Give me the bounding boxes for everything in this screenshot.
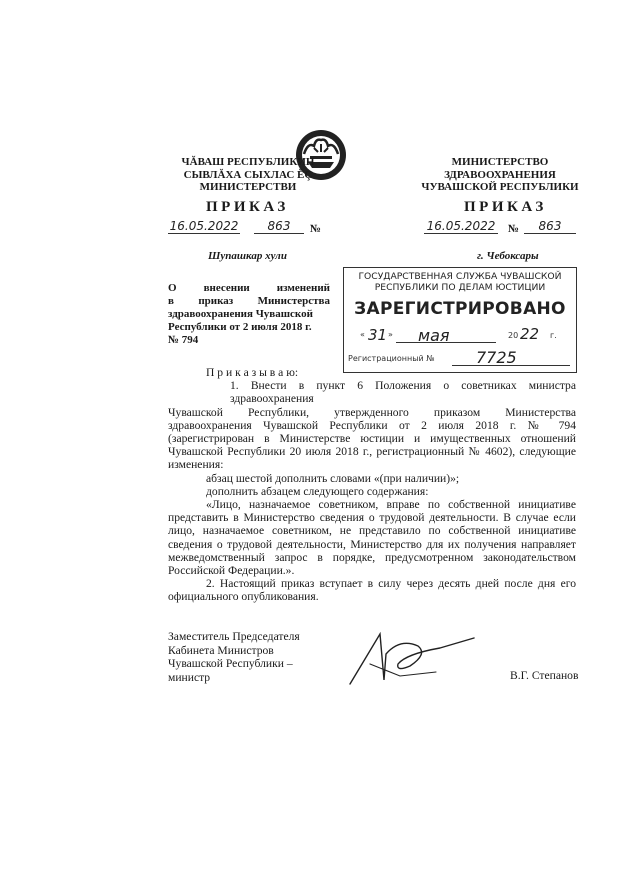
left-order-title: ПРИКАЗ <box>206 199 289 215</box>
subject-line3: здравоохранения Чувашской <box>168 308 313 320</box>
subject-line4: Республики от 2 июля 2018 г. <box>168 321 312 333</box>
p1-line: Чувашской Республики, утвержденного приказом Министерства <box>168 405 576 419</box>
order-body <box>168 366 576 604</box>
left-header <box>168 156 328 194</box>
stamp-date-row: « 31 » мая 20 22 г. <box>360 325 557 345</box>
right-order-date: 16.05.2022 <box>424 219 498 234</box>
left-order-date: 16.05.2022 <box>169 219 239 233</box>
subject-word: изменений <box>276 282 330 294</box>
stamp-reg-row <box>348 348 570 366</box>
signatory-title <box>168 630 300 684</box>
stamp-day: 31 <box>368 326 388 344</box>
p1-line: (зарегистрирован в Министерстве юстиции и имущественных отношений <box>168 432 576 446</box>
p3-line: дополнить абзацем следующего содержания: <box>206 484 429 498</box>
signatory-line1: Заместитель Председателя <box>168 630 300 643</box>
left-header-line3: МИНИСТЕРСТВИ <box>199 181 297 193</box>
subject-word: О <box>168 282 177 294</box>
p2-line: абзац шестой дополнить словами «(при наличии)»; <box>206 471 460 485</box>
p1-line: здравоохранения Чувашской Республики от 2 июля 2018 г. № 794 <box>168 418 576 432</box>
right-order-title: ПРИКАЗ <box>464 199 547 215</box>
signatory-line3: Чувашской Республики – <box>168 657 293 670</box>
handwritten-signature <box>340 624 500 700</box>
stamp-year-suffix: 22 <box>520 325 540 343</box>
left-header-line2: СЫВЛĂХА СЫХЛАС ĔÇ <box>183 168 313 181</box>
stamp-line1: ГОСУДАРСТВЕННАЯ СЛУЖБА ЧУВАШСКОЙ <box>358 271 562 282</box>
quote-line: лицо, назначаемое советником, не представило по собственной инициативе <box>168 524 576 538</box>
stamp-line2: РЕСПУБЛИКИ ПО ДЕЛАМ ЮСТИЦИИ <box>374 282 546 293</box>
stamp-month: мая <box>418 326 450 345</box>
left-city: Шупашкар хули <box>208 250 287 262</box>
intro-line: П р и к а з ы в а ю: <box>206 366 299 379</box>
subject-word: в <box>168 295 174 307</box>
stamp-reg-label: Регистрационный № <box>348 354 435 363</box>
quote-line: представить в Министерство сведения о трудовой деятельности. В случае если <box>168 511 576 525</box>
p4-line: 2. Настоящий приказ вступает в силу через десять дней после дня его <box>206 577 576 591</box>
stamp-year-unit: г. <box>550 331 557 340</box>
p1-line: Чувашской Республики 20 июля 2018 г., регистрационный № 4602), следующие <box>168 445 576 459</box>
subject-word: внесении <box>203 282 250 294</box>
quote-line: межведомственный запрос в порядке, предусмотренном законодательством <box>168 550 576 564</box>
right-header-line2: ЗДРАВООХРАНЕНИЯ <box>444 168 556 181</box>
p1-line: изменения: <box>168 458 224 472</box>
quote-line: сведения о трудовой деятельности, Министерство для их получения направляет <box>168 537 576 551</box>
left-order-number: 863 <box>254 219 304 234</box>
signatory-name: В.Г. Степанов <box>510 669 579 682</box>
signatory-line2: Кабинета Министров <box>168 643 274 657</box>
subject-line5: № 794 <box>168 334 199 346</box>
stamp-year-prefix: 20 <box>508 331 519 340</box>
subject-block <box>168 282 330 347</box>
subject-word: Министерства <box>257 295 330 307</box>
left-header-line1: ЧĂВАШ РЕСПУБЛИКИН <box>181 156 315 168</box>
stamp-registered: ЗАРЕГИСТРИРОВАНО <box>354 299 566 319</box>
p1-line: 1. Внести в пункт 6 Положения о советниках министра здравоохранения <box>230 379 576 406</box>
right-header <box>420 156 580 194</box>
signatory-line4: министр <box>168 670 211 684</box>
quote-line: «Лицо, назначаемое советником, вправе по собственной инициативе <box>206 498 576 512</box>
p4-line: официального опубликования. <box>168 590 319 604</box>
stamp-reg-number: 7725 <box>476 348 517 367</box>
quote-line: Российской Федерации.». <box>168 564 295 578</box>
left-number-sign: № <box>310 223 322 235</box>
registration-stamp <box>343 267 577 373</box>
right-number-sign: № <box>508 223 520 235</box>
right-order-number: 863 <box>524 219 576 234</box>
right-header-line3: ЧУВАШСКОЙ РЕСПУБЛИКИ <box>421 181 579 193</box>
right-header-line1: МИНИСТЕРСТВО <box>451 156 549 168</box>
subject-word: приказ <box>198 295 234 307</box>
right-city: г. Чебоксары <box>477 250 539 262</box>
